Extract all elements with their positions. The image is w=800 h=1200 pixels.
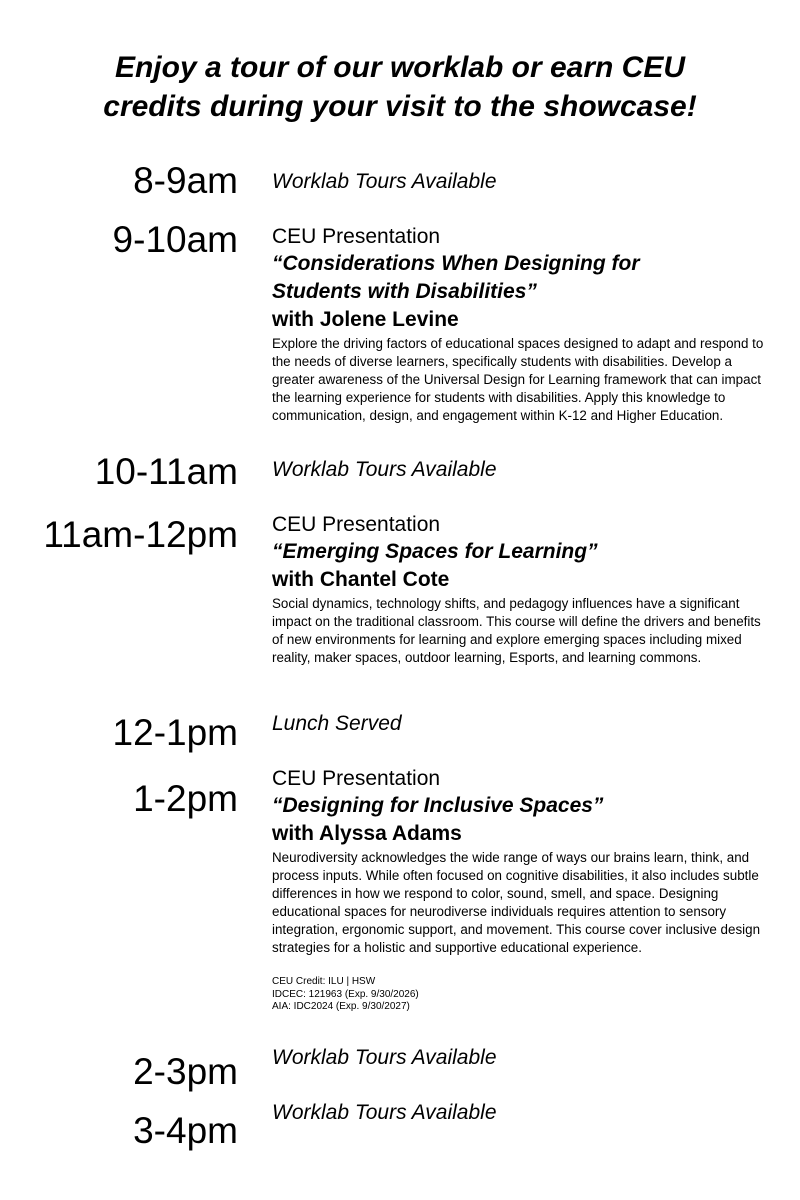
presentation-title-line-1: “Considerations When Designing for <box>272 252 640 275</box>
slot-time: 9-10am <box>112 219 238 260</box>
slot-content <box>272 457 772 483</box>
slot-time: 10-11am <box>94 451 238 492</box>
slot-content <box>272 711 772 737</box>
slot-title: Lunch Served <box>272 712 402 735</box>
slot-content <box>272 765 772 1014</box>
presentation-title: “Designing for Inclusive Spaces” <box>272 794 604 817</box>
presentation-description: Neurodiversity acknowledges the wide range of ways our brains learn, think, and process inputs. While often focused on cognitive disabilities, it also includes subtle differences in how we respond to color, sound, smell, and space. Designing educational spaces for neurodiverse individuals requires attention to sensory integration, ergonomic support, and movement. This course cover inclusive design strategies for a holistic and supportive educational experience. <box>272 850 761 955</box>
slot-title: Worklab Tours Available <box>272 1101 497 1124</box>
idcec-credit-line: IDCEC: 121963 (Exp. 9/30/2026) <box>272 988 419 1000</box>
presenter-name: with Jolene Levine <box>272 308 459 331</box>
slot-title: Worklab Tours Available <box>272 1046 497 1069</box>
presentation-kind: CEU Presentation <box>272 225 441 248</box>
presenter-name: with Alyssa Adams <box>272 822 462 845</box>
slot-time: 2-3pm <box>133 1051 238 1092</box>
presentation-title <box>272 250 772 306</box>
slot-time: 11am-12pm <box>43 514 238 555</box>
presentation-kind: CEU Presentation <box>272 513 441 536</box>
ceu-credit-info <box>272 976 772 1014</box>
presentation-description: Social dynamics, technology shifts, and pedagogy influences have a significant impact on the traditional classroom. This course will define the drivers and benefits of new environments for learning and explore emerging spaces including mixed reality, maker spaces, outdoor learning, Esports, and learning commons. <box>272 596 761 665</box>
ceu-credit-line: CEU Credit: ILU | HSW <box>272 976 376 987</box>
slot-content <box>272 223 772 425</box>
presenter-name: with Chantel Cote <box>272 568 450 591</box>
headline <box>0 48 800 126</box>
slot-title: Worklab Tours Available <box>272 170 497 193</box>
slot-content <box>272 169 772 195</box>
presentation-title: “Emerging Spaces for Learning” <box>272 540 598 563</box>
slot-content <box>272 1045 772 1071</box>
aia-credit-line: AIA: IDC2024 (Exp. 9/30/2027) <box>272 1001 410 1012</box>
slot-time: 8-9am <box>133 160 238 201</box>
slot-time: 12-1pm <box>112 712 238 753</box>
slot-time: 3-4pm <box>133 1110 238 1151</box>
slot-content <box>272 1100 772 1126</box>
slot-title: Worklab Tours Available <box>272 458 497 481</box>
presentation-title-line-2: Students with Disabilities” <box>272 280 537 303</box>
presentation-description: Explore the driving factors of educational spaces designed to adapt and respond to the needs of diverse learners, specifically students with disabilities. Develop a greater awareness of the Universal Design for Learning framework that can impact the learning experience for students with disabilities. Apply this knowledge to communication, design, and engagement within K-12 and Higher Education. <box>272 336 764 423</box>
slot-content <box>272 511 772 667</box>
headline-line-2: credits during your visit to the showcase! <box>103 90 697 123</box>
presentation-kind: CEU Presentation <box>272 767 441 790</box>
headline-line-1: Enjoy a tour of our worklab or earn CEU <box>114 51 686 84</box>
slot-time: 1-2pm <box>133 778 238 819</box>
